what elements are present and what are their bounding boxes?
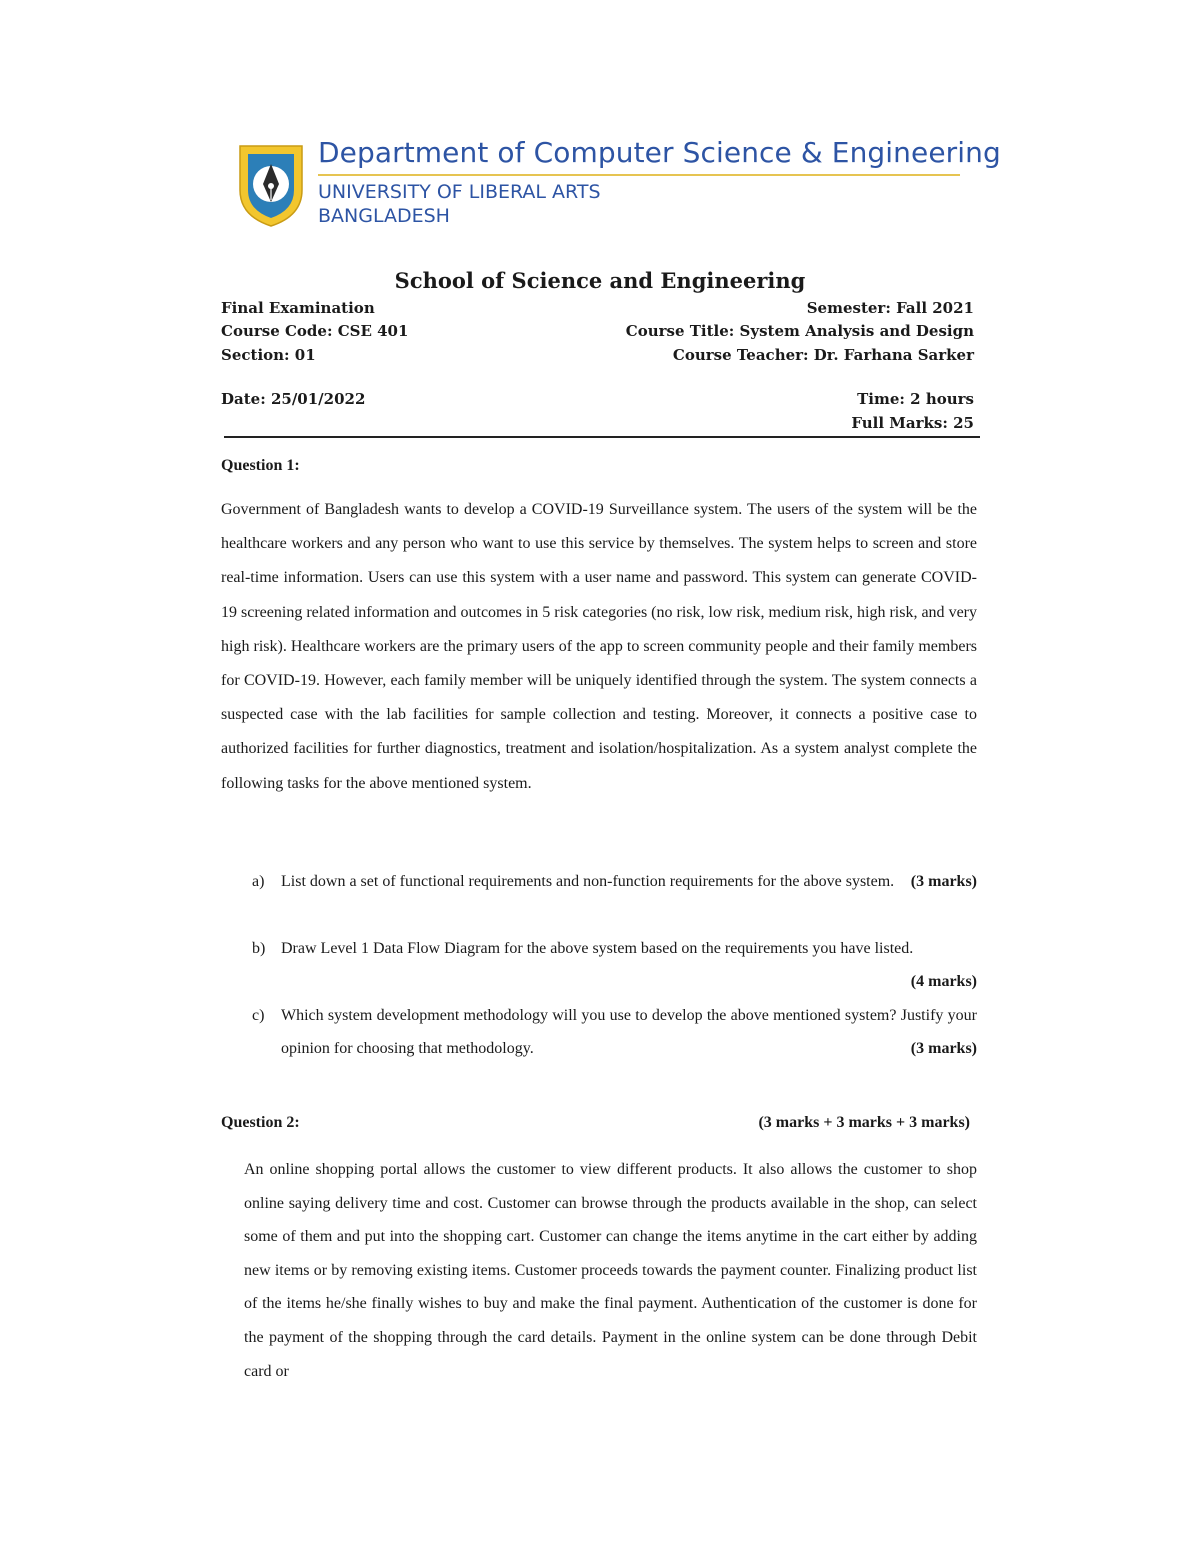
question-1-paragraph: Government of Bangladesh wants to develop a COVID-19 Surveillance system. The users of the system will be the healthcare workers and any person who want to use this service by themselves. The system helps to screen and store real-time information. Users can use this system with a user name and password. This system can generate COVID-19 screening related information and outcomes in 5 risk categories (no risk, low risk, medium risk, high risk, and very high risk). Healthcare workers are the primary users of the app to screen community people and their family members for COVID-19. However, each family member will be uniquely identified through the system. The system connects a suspected case with the lab facilities for sample collection and testing. Moreover, it connects a positive case to authorized facilities for further diagnostics, treatment and isolation/hospitalization. As a system analyst complete the following tasks for the above mentioned system.: [221, 501, 977, 792]
task-b-marks: (4 marks): [910, 973, 977, 990]
full-marks: Full Marks: 25: [851, 414, 974, 432]
task-c: [252, 999, 977, 1065]
question-1-title: Question 1:: [221, 457, 300, 474]
task-b: [252, 932, 977, 998]
task-a-label: a): [252, 873, 265, 890]
question-2-title: Question 2:: [221, 1114, 300, 1131]
task-b-text: Draw Level 1 Data Flow Diagram for the above system based on the requirements you have listed.: [281, 940, 914, 957]
school-title: School of Science and Engineering: [394, 268, 806, 293]
exam-time: Time: 2 hours: [857, 390, 974, 408]
exam-date: Date: 25/01/2022: [221, 390, 366, 408]
task-a: [252, 865, 977, 898]
semester: Semester: Fall 2021: [806, 299, 974, 317]
university-country: BANGLADESH: [318, 205, 450, 227]
task-c-label: c): [252, 1007, 265, 1024]
task-b-label: b): [252, 940, 266, 957]
question-2-paragraph: An online shopping portal allows the customer to view different products. It also allows the customer to shop online saying delivery time and cost. Customer can browse through the products available in the shop, can select some of them and put into the shopping cart. Customer can change the items anytime in the cart either by adding new items or by removing existing items. Customer proceeds towards the payment counter. Finalizing product list of the items he/she finally wishes to buy and make the final payment. Authentication of the customer is done for the payment of the shopping through the card details. Payment in the online system can be done through Debit card or: [244, 1161, 977, 1380]
university-logo: [236, 140, 306, 228]
course-title: Course Title: System Analysis and Design: [625, 322, 974, 340]
university-name: UNIVERSITY OF LIBERAL ARTS: [318, 181, 601, 203]
meta-divider: [224, 436, 980, 438]
question-2-marks: (3 marks + 3 marks + 3 marks): [758, 1114, 970, 1131]
task-c-marks: (3 marks): [910, 1040, 977, 1057]
header-divider: [318, 174, 960, 176]
exam-type: Final Examination: [221, 299, 375, 317]
course-code: Course Code: CSE 401: [221, 322, 409, 340]
department-name: Department of Computer Science & Engineering: [318, 136, 1001, 169]
task-a-text: List down a set of functional requirements and non-function requirements for the above system.: [281, 873, 895, 890]
task-c-text: Which system development methodology will you use to develop the above mentioned system? Justify your opinion for choosing that methodology.: [281, 1007, 977, 1057]
course-teacher: Course Teacher: Dr. Farhana Sarker: [672, 346, 974, 364]
task-a-marks: (3 marks): [910, 873, 977, 890]
section: Section: 01: [221, 346, 316, 364]
